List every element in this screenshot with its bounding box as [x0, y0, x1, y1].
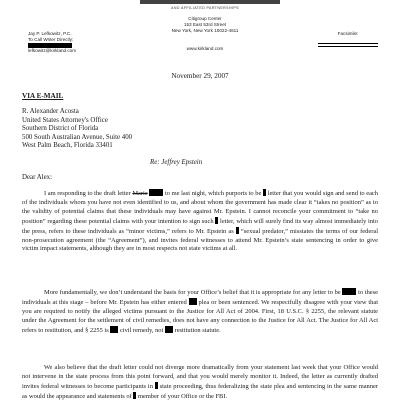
recipient-line: West Palm Beach, Florida 33401: [22, 142, 113, 150]
text-run: to these individuals at this stage – before Mr. Epstein has either entered: [22, 289, 379, 306]
redaction-box: [236, 227, 239, 234]
text-run: state proceeding, thus federalizing the state plea and sentencing in the same manner as would the appearance and statements of: [22, 382, 378, 400]
salutation: Dear Alex:: [22, 174, 53, 181]
sender-dial-label: To Call Writer Directly:: [28, 37, 74, 42]
redaction-box: [215, 217, 218, 224]
redaction-box: [28, 43, 72, 49]
address-line: 153 East 53rd Street: [183, 22, 227, 28]
sender-name: Jay P. Lefkowitz, P.C.: [28, 31, 72, 36]
struck-text: Marie: [132, 190, 148, 197]
text-run: “sexual predator,” misstates the terms of our federal non-prosecution agreement (the “Agreement”), and invites federal witnesses to attend Mr. Epstein’s state sentencing in order to give victim impact statements, although they are in most respects not state victims at all.: [22, 227, 379, 253]
paragraph-1: [22, 189, 378, 254]
redaction-box: [110, 326, 118, 333]
delivery-method: VIA E-MAIL: [22, 92, 64, 100]
text-run: civil remedy, not: [119, 326, 164, 334]
sender-email[interactable]: lefkowitz@kirkland.com: [28, 48, 77, 53]
text-run: I am responding to the draft letter: [44, 190, 131, 197]
text-run: plea or been sentenced. We respectfully disagree with your view that you are required to notify the alleged victims pursuant to the Justice for All Act of 2004. First, 18 U.S.C. § 2255, the relevant statute under the Agreement for the settlement of civil remedies, does not have any connection to the Justice for All Act. The Justice for All Act refers to restitution, and § 2255 is: [22, 298, 378, 334]
sender-block: [28, 31, 108, 54]
redaction-box: [155, 382, 158, 389]
address-line: New York, New York 10022-4611: [171, 28, 239, 34]
text-run: More fundamentally, we don’t understand the basis for your Office’s belief that it is appropriate for any letter to be: [44, 289, 341, 296]
firm-website[interactable]: www.kirkland.com: [186, 45, 224, 51]
text-run: We also believe that the draft letter could not diverge more dramatically from your statement last week that your Office would not intervene in the state process from this point forward, and that you would merely monitor it. Indeed, the letter as currently drafted invites federal witnesses to become participants in: [22, 364, 378, 390]
paragraph-2: [22, 288, 378, 336]
recipient-line: 500 South Australian Avenue, Suite 400: [22, 133, 133, 141]
address-line: Citigroup Center: [188, 16, 222, 21]
redaction-box: [342, 288, 356, 295]
redaction-box: [263, 189, 266, 196]
recipient-line: R. Alexander Acosta: [22, 108, 79, 115]
fax-blank-line: [318, 45, 378, 47]
sender-dial: [28, 37, 108, 43]
letter-date: November 29, 2007: [171, 72, 229, 80]
firm-address: [150, 16, 260, 52]
recipient-line: Southern District of Florida: [22, 125, 99, 133]
fax-block: [318, 31, 378, 47]
fax-blank-line: [318, 37, 378, 44]
recipient-address: [22, 108, 222, 151]
redaction-box: [189, 298, 197, 305]
text-run: restitution statute.: [174, 326, 221, 334]
redaction-box: [133, 392, 136, 399]
text-run: member of your Office or the FBI.: [137, 392, 228, 400]
letterhead-logo-cut: [140, 0, 280, 4]
firm-subtitle: AND AFFILIATED PARTNERSHIPS: [171, 6, 239, 10]
redaction-box: [165, 326, 173, 333]
re-line: Re: Jeffrey Epstein: [150, 159, 203, 166]
text-run: to me last night, which purports to be: [164, 190, 262, 197]
recipient-line: United States Attorney's Office: [22, 116, 108, 124]
paragraph-3: [22, 364, 378, 402]
text-run: letter, which will surely find its way almost immediately into the press, refers to these individuals as “minor victims,” refers to Mr. Epstein as: [22, 217, 379, 235]
text-run: letter that you would sign and send to each of the individuals whom you have not even identified to us, and about whom the government has made clear it “takes no position” as to the validity of potential claims that these individuals may have against Mr. Epstein. I cannot reconcile your commitment to “take no position” regarding these potential claims with your intention to sign such: [22, 190, 378, 225]
fax-label: Facsimile:: [337, 31, 359, 36]
redaction-box: [149, 189, 163, 196]
